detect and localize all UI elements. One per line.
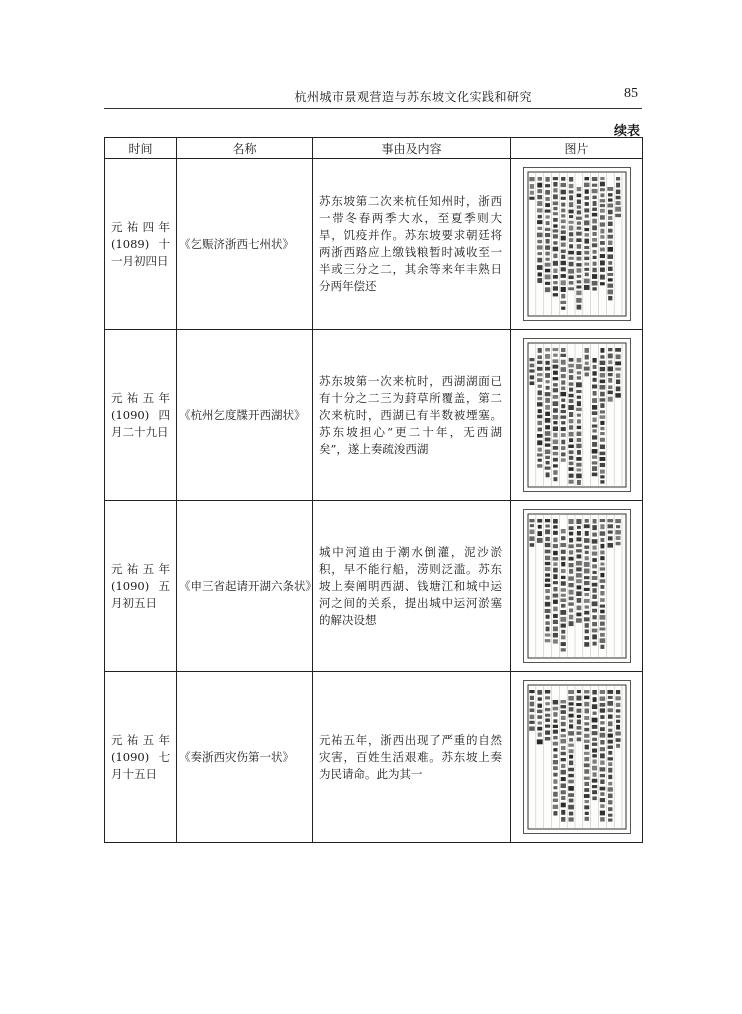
description-cell: 元祐五年，浙西出现了严重的自然灾害，百姓生活艰难。苏东坡上奏为民请命。此为其一 xyxy=(313,672,511,843)
column-header-description: 事由及内容 xyxy=(313,138,511,159)
image-cell xyxy=(511,330,643,501)
manuscript-graphic xyxy=(524,510,630,662)
time-cell: 元祐五年(1090)七月十五日 xyxy=(105,672,177,843)
ancient-manuscript-scan-icon xyxy=(523,509,631,663)
page-number: 85 xyxy=(624,86,638,101)
description-cell: 城中河道由于潮水倒灌，泥沙淤积，早不能行船，涝则泛滥。苏东坡上奏阐明西湖、钱塘江和城中运河之间的关系，提出城中运河淤塞的解决设想 xyxy=(313,501,511,672)
time-cell: 元祐五年(1090)四月二十九日 xyxy=(105,330,177,501)
column-header-image: 图片 xyxy=(511,138,643,159)
table-row xyxy=(105,501,643,672)
image-cell xyxy=(511,501,643,672)
ancient-manuscript-scan-icon xyxy=(523,167,631,321)
ancient-manuscript-scan-icon xyxy=(523,338,631,492)
time-cell: 元祐五年(1090)五月初五日 xyxy=(105,501,177,672)
table-header-row xyxy=(105,138,643,159)
time-cell: 元祐四年(1089)十一月初四日 xyxy=(105,159,177,330)
name-cell: 《杭州乞度牒开西湖状》 xyxy=(177,330,313,501)
ancient-manuscript-scan-icon xyxy=(523,680,631,834)
manuscript-graphic xyxy=(524,339,630,491)
running-title: 杭州城市景观营造与苏东坡文化实践和研究 xyxy=(294,90,532,104)
table-row xyxy=(105,672,643,843)
column-header-name: 名称 xyxy=(177,138,313,159)
table-row xyxy=(105,330,643,501)
continued-label: 续表 xyxy=(613,124,640,139)
table-row xyxy=(105,159,643,330)
description-cell: 苏东坡第二次来杭任知州时，浙西一带冬春两季大水，至夏季则大旱，饥疫并作。苏东坡要求朝廷将两浙西路应上缴钱粮暂时减收至一半或三分之二，其余等来年丰熟日分两年偿还 xyxy=(313,159,511,330)
column-header-time: 时间 xyxy=(105,138,177,159)
image-cell xyxy=(511,672,643,843)
image-cell xyxy=(511,159,643,330)
name-cell: 《申三省起请开湖六条状》 xyxy=(177,501,313,672)
name-cell: 《乞赈济浙西七州状》 xyxy=(177,159,313,330)
running-header xyxy=(104,86,642,109)
manuscript-graphic xyxy=(524,681,630,833)
records-table xyxy=(104,137,643,843)
description-cell: 苏东坡第一次来杭时，西湖湖面已有十分之二三为葑草所覆盖，第二次来杭时，西湖已有半数被堙塞。苏东坡担心“更二十年，无西湖矣”，遂上奏疏浚西湖 xyxy=(313,330,511,501)
manuscript-graphic xyxy=(524,168,630,320)
name-cell: 《奏浙西灾伤第一状》 xyxy=(177,672,313,843)
